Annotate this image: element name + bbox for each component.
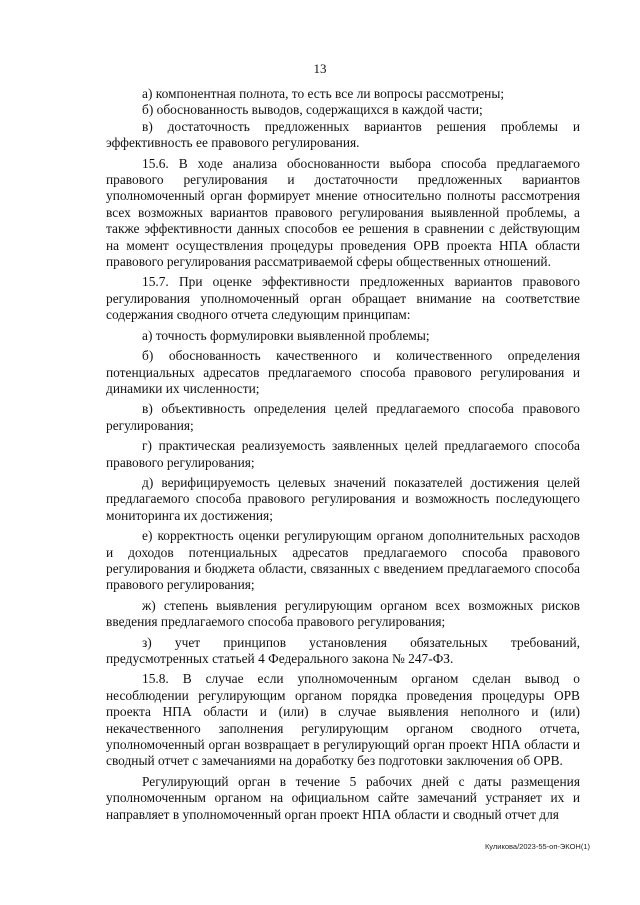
paragraph-item-b-justification: б) обоснованность выводов, содержащихся в каждой части; <box>142 102 483 118</box>
paragraph-principle-zh: ж) степень выявления регулирующим органом всех возможных рисков введения предлагаемого способа правового регулирования; <box>106 597 580 630</box>
paragraph-principle-d: д) верифицируемость целевых значений показателей достижения целей предлагаемого способа правового регулирования и возможность последующего мониторинга их достижения; <box>106 474 580 523</box>
page-number: 13 <box>313 61 327 76</box>
paragraph-15-6: 15.6. В ходе анализа обоснованности выбора способа предлагаемого правового регулирования и достаточности предложенных вариантов уполномоченный орган формирует мнение относительно полноты рассмотрения всех возможных вариантов правового регулирования выявленной проблемы, а также эффективности данных способов ее решения в сравнении с действующим на момент осуществления процедуры проведения ОРВ проекта НПА области правового регулирования рассматриваемой сферы общественных отношений. <box>106 155 580 270</box>
paragraph-principle-v: в) объективность определения целей предлагаемого способа правового регулирования; <box>106 401 580 433</box>
paragraph-item-v-sufficiency: в) достаточность предложенных вариантов решения проблемы и эффективность ее правового регулирования. <box>106 118 580 151</box>
paragraph-principle-z: з) учет принципов установления обязательных требований, предусмотренных статьей 4 Федерального закона № 247-ФЗ. <box>106 634 580 666</box>
paragraph-15-7: 15.7. При оценке эффективности предложенных вариантов правового регулирования уполномоченный орган обращает внимание на соответствие содержания сводного отчета следующим принципам: <box>106 274 580 323</box>
document-footer-code: Куликова/2023-55-оп-ЭКОН(1) <box>484 842 590 851</box>
paragraph-regulator-response: Регулирующий орган в течение 5 рабочих дней с даты размещения уполномоченным органом на официальном сайте замечаний устраняет их и направляет в уполномоченный орган проект НПА области и сводный отчет для <box>106 773 580 822</box>
paragraph-principle-g: г) практическая реализуемость заявленных целей предлагаемого способа правового регулирования; <box>106 438 580 470</box>
paragraph-principle-e: е) корректность оценки регулирующим органом дополнительных расходов и доходов потенциальных адресатов предлагаемого способа правового регулирования и бюджета области, связанных с введением предлагаемого способа правового регулирования; <box>106 528 580 593</box>
paragraph-principle-b: б) обоснованность качественного и количественного определения потенциальных адресатов предлагаемого способа правового регулирования и динамики их численности; <box>106 348 580 396</box>
document-body <box>106 86 580 823</box>
paragraph-15-8: 15.8. В случае если уполномоченным органом сделан вывод о несоблюдении регулирующим органом порядка проведения процедуры ОРВ проекта НПА области и (или) в случае выявления неполного и (или) некачественного заполнения регулирующим органом сводного отчета, уполномоченный орган возвращает в регулирующий орган проект НПА области и сводный отчет с замечаниями на доработку без подготовки заключения об ОРВ. <box>106 671 580 769</box>
paragraph-principle-a: а) точность формулировки выявленной проблемы; <box>142 327 430 343</box>
paragraph-item-a-completeness: а) компонентная полнота, то есть все ли вопросы рассмотрены; <box>142 86 505 101</box>
